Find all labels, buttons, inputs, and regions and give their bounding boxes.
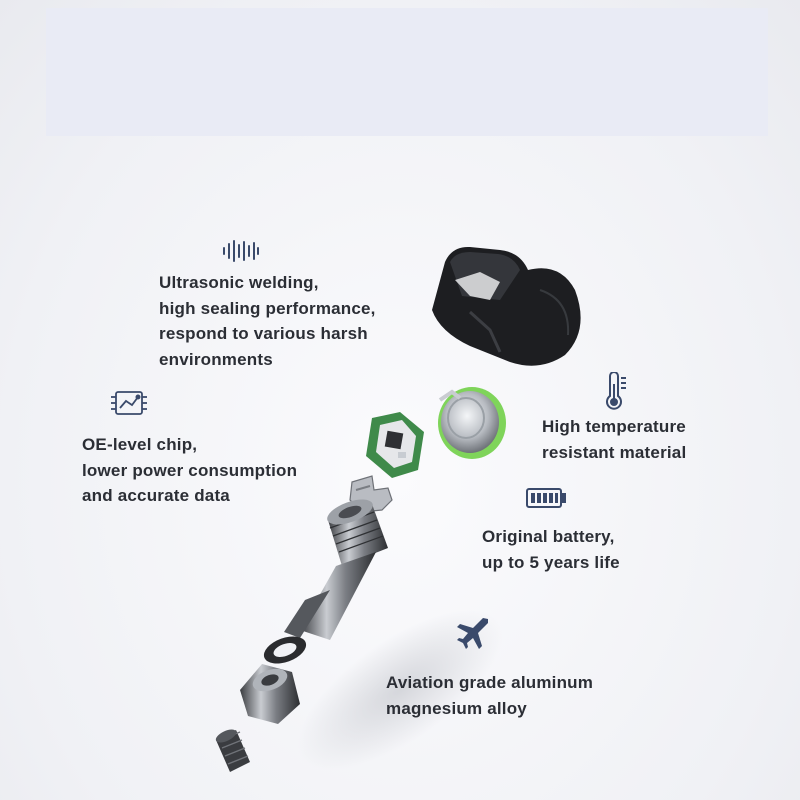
pcb-chip (366, 412, 424, 478)
sensor-housing (432, 247, 581, 366)
battery-icon (526, 487, 566, 509)
circuit-chip-icon (110, 390, 148, 416)
sound-wave-icon (222, 240, 260, 262)
washer (260, 631, 310, 669)
feature-aluminum-text: Aviation grade aluminum magnesium alloy (386, 673, 594, 718)
hex-nut (240, 664, 300, 724)
airplane-icon (455, 615, 491, 651)
coin-battery (438, 387, 506, 459)
thermometer-icon (604, 372, 628, 410)
feature-battery-text: Original battery, up to 5 years life (482, 527, 620, 572)
feature-ultrasonic-text: Ultrasonic welding, high sealing performance, respond to various harsh environments (159, 273, 376, 369)
valve-body (300, 494, 388, 640)
valve-cap (214, 727, 250, 772)
feature-temperature-text: High temperature resistant material (542, 417, 687, 462)
feature-chip-text: OE-level chip, lower power consumption and accurate data (82, 435, 298, 505)
